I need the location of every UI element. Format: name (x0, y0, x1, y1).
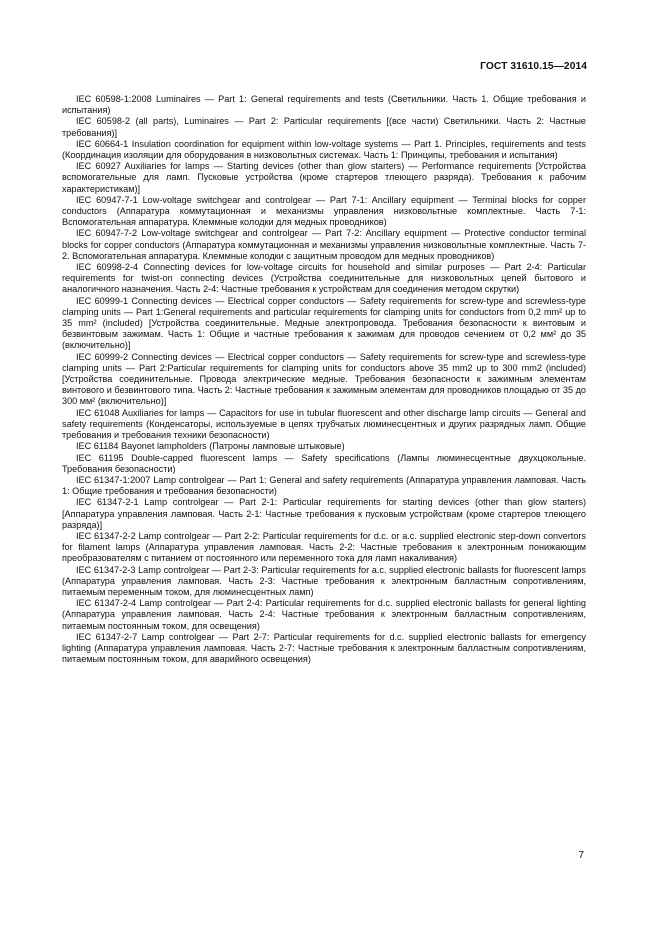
reference-entry: IEC 61347-2-4 Lamp controlgear — Part 2-4: Particular requirements for d.c. supplied electronic ballasts for general lighting (Аппаратура управления ламповая. Часть 2-4: Частные требования к электронным балластным сопротивлениям, питаемым постоянным током, для освещения) (62, 598, 586, 631)
reference-entry: IEC 60947-7-1 Low-voltage switchgear and controlgear — Part 7-1: Ancillary equipment — Terminal blocks for copper conductors (Аппаратура коммутационная и механизмы управления низковольтные комплектные. Часть 7-1: Вспомогательная аппаратура. Клеммные колодки для медных проводников) (62, 194, 586, 228)
reference-entry: IEC 60999-2 Connecting devices — Electrical copper conductors — Safety requirements for screw-type and screwless-type clamping units — Part 2:Particular requirements for clamping units for conductors above 35 mm2 up to 300 mm2 (included) [Устройства соединительные. Провода электрические медные. Требования безопасности к зажимным элементам винтового и безвинтового типа. Часть 2: Частные требования к зажимным элементам для проводников площадью от 35 до 300 мм² (включительно)] (62, 351, 586, 407)
reference-entry: IEC 60598-1:2008 Luminaires — Part 1: General requirements and tests (Светильники. Часть 1. Общие требования и испытания) (62, 94, 586, 116)
reference-entry: IEC 60664-1 Insulation coordination for equipment within low-voltage systems — Part 1. Principles, requirements and tests (Координация изоляции для оборудования в низковольтных системах. Часть 1: Принципы, требования и испытания) (62, 138, 586, 161)
reference-entry: IEC 60927 Auxiliaries for lamps — Starting devices (other than glow starters) — Performance requirements [Устройства вспомогательные для ламп. Пусковые устройства (кроме стартеров тлеющего разряда). Требования к рабочим характеристикам)] (62, 161, 586, 194)
reference-entry: IEC 60598-2 (all parts), Luminaires — Part 2: Particular requirements [(все части) Светильники. Часть 2: Частные требования)] (62, 116, 586, 138)
reference-entry: IEC 60998-2-4 Connecting devices for low-voltage circuits for household and similar purposes — Part 2-4: Particular requirements for twist-on connecting devices (Устройства соединительные для низковольтных цепей бытового и аналогичного назначения. Часть 2-4: Частные требования к устройствам для соединения методом скрутки) (62, 262, 586, 295)
reference-entry: IEC 61347-2-7 Lamp controlgear — Part 2-7: Particular requirements for d.c. supplied electronic ballasts for emergency lighting (Аппаратура управления ламповая. Часть 2-7: Частные требования к электронным балластным сопротивлениям, питаемым постоянным током, для аварийного освещения) (62, 631, 586, 665)
reference-entry: IEC 60999-1 Connecting devices — Electrical copper conductors — Safety requirements for screw-type and screwless-type clamping units — Part 1:General requirements and particular requirements for clamping units for conductors from 0,2 mm² up to 35 mm² (included) [Устройства соединительные. Медные электропровода. Требования безопасности к винтовым и безвинтовым зажимам. Часть 1: Общие и частные требования к зажимам для проводов сечением от 0,2 мм² до 35 (включительно)] (62, 295, 586, 351)
reference-entry: IEC 61347-2-2 Lamp controlgear — Part 2-2: Particular requirements for d.c. or a.c. supplied electronic step-down convertors for filament lamps (Аппаратура управления ламповая. Часть 2-2: Частные требования к электронным понижающим преобразователям с питанием от постоянного или переменного тока для ламп накаливания) (62, 530, 586, 564)
document-code-header: ГОСТ 31610.15—2014 (480, 61, 587, 72)
page-number: 7 (578, 850, 584, 861)
reference-entry: IEC 60947-7-2 Low-voltage switchgear and controlgear — Part 7-2: Ancillary equipment — Protective conductor terminal blocks for copper conductors (Аппаратура коммутационная и механизмы управления низковольтные комплектные. Часть 7-2. Вспомогательная аппаратура. Клеммные колодки с защитным проводом для медных проводников) (62, 228, 586, 261)
reference-entry: IEC 61195 Double-capped fluorescent lamps — Safety specifications (Лампы люминесцентные двухцокольные. Требования безопасности) (62, 452, 586, 474)
reference-entry: IEC 61347-1:2007 Lamp controlgear — Part 1: General and safety requirements (Аппаратура управления ламповая. Часть 1: Общие требования и требования безопасности) (62, 474, 586, 497)
reference-entry: IEC 61347-2-1 Lamp controlgear — Part 2-1: Particular requirements for starting devices (other than glow starters) [Аппаратура управления ламповая. Часть 2-1: Частные требования к пусковым устройствам (кроме стартеров тлеющего разряда)] (62, 497, 586, 530)
reference-entry: IEC 61347-2-3 Lamp controlgear — Part 2-3: Particular requirements for a.c. supplied electronic ballasts for fluorescent lamps (Аппаратура управления ламповая. Часть 2-3: Частные требования к электронным балластным сопротивлениям, питаемым переменным током, для люминесцентных ламп) (62, 564, 586, 597)
reference-entry: IEC 61184 Bayonet lampholders (Патроны ламповые штыковые) (76, 441, 345, 452)
reference-entry: IEC 61048 Auxiliaries for lamps — Capacitors for use in tubular fluorescent and other discharge lamp circuits — General and safety requirements (Конденсаторы, используемые в цепях трубчатых люминесцентных и других разрядных ламп. Общие требования и требования техники безопасности) (62, 407, 586, 441)
normative-references-list (62, 94, 586, 665)
